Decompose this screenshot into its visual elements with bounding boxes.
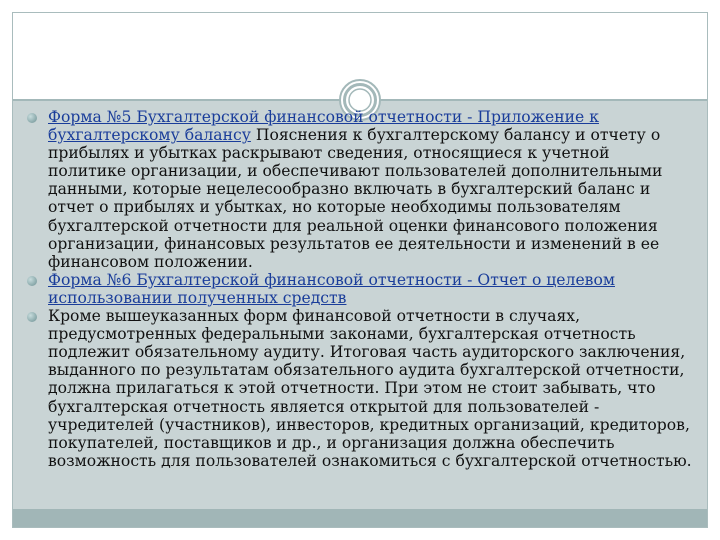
form5-description: Пояснения к бухгалтерскому балансу и отчету о прибылях и убытках раскрывают сведения, относящиеся к учетной политике организации, и обеспечивают пользователей дополнительными данными, которые нецелесообразно включать в бухгалтерский баланс и отчет о прибылях и убытках, но которые необходимы пользователям бухгалтерской отчетности для реальной оценки финансового положения организации, финансовых результатов ее деятельности и изменений в ее финансовом положении. — [48, 126, 663, 271]
footer-bar — [13, 509, 707, 527]
list-item-form5 — [22, 108, 692, 271]
bullet-icon — [27, 113, 37, 123]
slide-content — [22, 108, 692, 470]
audit-paragraph: Кроме вышеуказанных форм финансовой отчетности в случаях, предусмотренных федеральными законами, бухгалтерская отчетность подлежит обязательному аудиту. Итоговая часть аудиторского заключения, выданного по результатам обязательного аудита бухгалтерской отчетности, должна прилагаться к этой отчетности. При этом не стоит забывать, что бухгалтерская отчетность является открытой для пользователей - учредителей (участников), инвесторов, кредитных организаций, кредиторов, покупателей, поставщиков и др., и организация должна обеспечить возможность для пользователей ознакомиться с бухгалтерской отчетностью. — [48, 307, 692, 470]
list-item-form6 — [22, 271, 692, 307]
bullet-icon — [27, 276, 37, 286]
list-item-audit — [22, 307, 692, 470]
bullet-icon — [27, 312, 37, 322]
form5-link[interactable]: Форма №5 Бухгалтерской финансовой отчетности - Приложение к бухгалтерскому балансу — [48, 108, 599, 145]
form6-link[interactable]: Форма №6 Бухгалтерской финансовой отчетности - Отчет о целевом использовании полученных средств — [48, 270, 615, 307]
